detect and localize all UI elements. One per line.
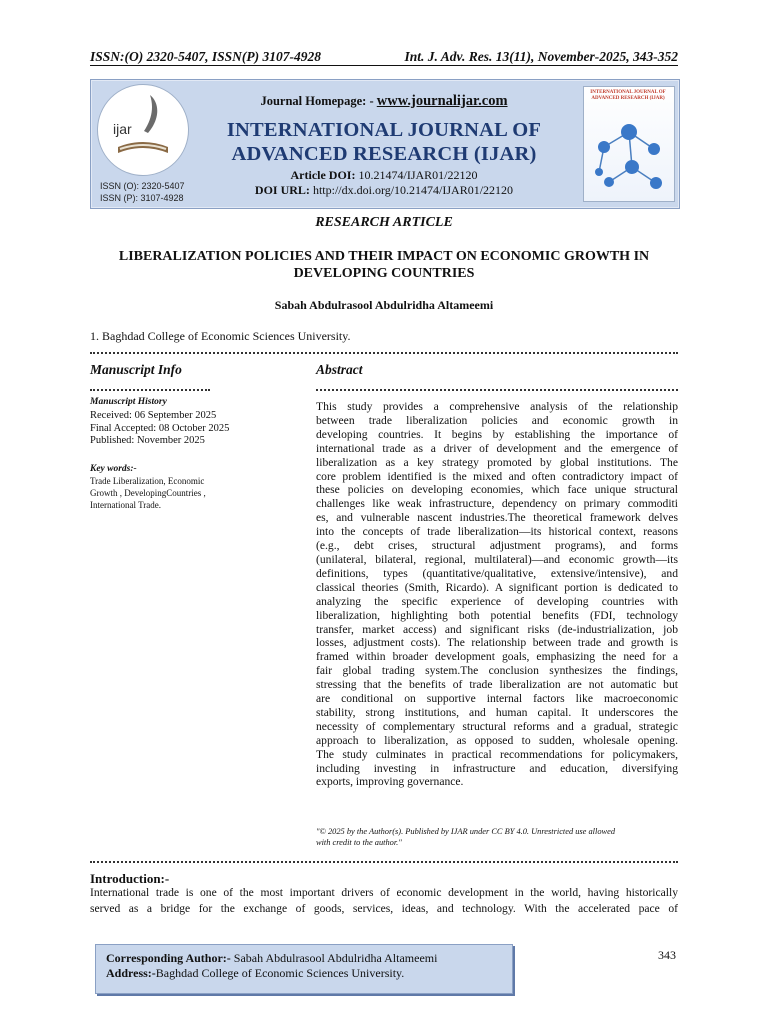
- banner-issn-print: ISSN (P): 3107-4928: [100, 193, 184, 203]
- homepage-label: Journal Homepage: -: [260, 94, 377, 108]
- corr-value: Sabah Abdulrasool Abdulridha Altameemi: [230, 951, 438, 965]
- abstract-line: analyzing the specific experience of developing countries with: [316, 594, 678, 608]
- journal-name-line1: INTERNATIONAL JOURNAL OF: [226, 119, 542, 141]
- abstract-line: approach to liberalization, as opposed to sudden, wholesale opening.: [316, 733, 678, 747]
- author-affiliation: 1. Baghdad College of Economic Sciences University.: [90, 329, 351, 343]
- license-line: "© 2025 by the Author(s). Published by IJAR under CC BY 4.0. Unrestricted use allowed: [316, 827, 616, 836]
- abstract-line: es, and vulnerable nascent industries.The theoretical framework delves: [316, 511, 678, 525]
- issn-text: ISSN:(O) 2320-5407, ISSN(P) 3107-4928: [90, 49, 322, 64]
- history-label: Manuscript History: [90, 397, 167, 407]
- abstract-line: fair global trading system.The conclusion synthesizes the findings,: [316, 664, 678, 678]
- addr-value: Baghdad College of Economic Sciences University.: [155, 966, 405, 980]
- logo-text: ijar: [113, 121, 132, 137]
- keywords-list: [90, 475, 206, 511]
- license-note: [316, 826, 678, 848]
- abstract-line: transfer, market access) and significant risks (de-industrialization, job: [316, 622, 678, 636]
- abstract-line: necessity of complementary structural reforms and a gradual, strategic: [316, 719, 678, 733]
- abstract-line: challenges like weak infrastructure, dependency on primary commoditi: [316, 497, 678, 511]
- journal-name: [190, 118, 578, 166]
- accepted-date: Final Accepted: 08 October 2025: [90, 422, 230, 434]
- abstract-line: liberalization as a key strategy promoted by global institutions. The: [316, 455, 678, 469]
- abstract-line: (e.g., debt crises, structural adjustment programs), and forms: [316, 539, 678, 553]
- journal-homepage: [190, 93, 578, 110]
- abstract-body: [316, 400, 678, 789]
- introduction-text: [90, 885, 678, 917]
- author-name: Sabah Abdulrasool Abdulridha Altameemi: [274, 298, 494, 312]
- abstract-line: developing countries. It begins by establishing the importance of: [316, 427, 678, 441]
- molecule-icon: [584, 87, 674, 201]
- addr-label: Address:-: [106, 966, 156, 980]
- abstract-line: between trade liberalization policies and economic growth in: [316, 413, 678, 427]
- paper-title-line2: DEVELOPING COUNTRIES: [293, 266, 475, 281]
- page-number: 343: [658, 948, 676, 962]
- abstract-line: losses, adjustment costs). The relationship between trade and growth is: [316, 636, 678, 650]
- abstract-line: This study provides a comprehensive analysis of the relationship: [316, 400, 678, 413]
- published-date: Published: November 2025: [90, 435, 205, 446]
- quill-book-icon: [98, 85, 188, 175]
- paper-title: [90, 248, 678, 282]
- abstract-line: core problem identified is the mixed and often contradictory impact of: [316, 469, 678, 483]
- abstract-line: into the concepts of trade liberalization—its historical context, reasons: [316, 525, 678, 539]
- abstract-line: definitions, types (quantitative/qualitative, extensive/intensive), and: [316, 566, 678, 580]
- abstract-line: stressing that the benefits of trade liberalization are not automatic but: [316, 678, 678, 692]
- homepage-link[interactable]: www.journalijar.com: [376, 93, 508, 109]
- abstract-line: The study culminates in practical recommendations for policymakers,: [316, 747, 678, 761]
- manuscript-info-heading: Manuscript Info: [90, 362, 182, 377]
- introduction-heading: Introduction:-: [90, 871, 170, 886]
- license-line: with credit to the author.": [316, 838, 402, 847]
- abstract-line: classical theories (Smith, Ricardo). A significant portion is dedicated to: [316, 580, 678, 594]
- doi-block: [190, 168, 578, 198]
- intro-line: International trade is one of the most important drivers of economic development in the world, having historically: [90, 886, 678, 899]
- corresponding-author-text: [106, 951, 437, 981]
- journal-logo: [97, 84, 189, 176]
- abstract-dots: [316, 389, 678, 392]
- abstract-line: liberalization, highlighting both potential benefits (FDI, technology: [316, 608, 678, 622]
- abstract-heading: Abstract: [316, 362, 363, 377]
- journal-name-line2: ADVANCED RESEARCH (IJAR): [231, 143, 537, 165]
- doi-label: Article DOI:: [290, 168, 356, 182]
- abstract-line: these policies on developing economies, which face unique structural: [316, 483, 678, 497]
- abstract-line: (unilateral, bilateral, regional, multilateral)—and economic growth—its: [316, 552, 678, 566]
- abstract-line: international trade as a driver of development and the emergence of: [316, 441, 678, 455]
- banner-issn-online: ISSN (O): 2320-5407: [100, 181, 185, 191]
- abstract-line: stability, strong institutions, and human capital. It underscores the: [316, 705, 678, 719]
- article-type: RESEARCH ARTICLE: [315, 215, 453, 230]
- doi-url-link[interactable]: http://dx.doi.org/10.21474/IJAR01/22120: [312, 183, 514, 197]
- running-header: [90, 45, 678, 66]
- doi-url-label: DOI URL:: [254, 183, 310, 197]
- received-date: Received: 06 September 2025: [90, 410, 217, 421]
- doi-value: 10.21474/IJAR01/22120: [358, 168, 478, 182]
- keywords-line: International Trade.: [90, 500, 161, 510]
- abstract-line: framed within broader development goals, emphasizing the need for a: [316, 650, 678, 664]
- banner-issn: [100, 180, 185, 204]
- cover-title: INTERNATIONAL JOURNAL OF ADVANCED RESEARCH (IJAR): [590, 90, 666, 101]
- citation-text: Int. J. Adv. Res. 13(11), November-2025, 343-352: [404, 49, 678, 64]
- divider: [90, 352, 678, 355]
- keywords-line: Trade Liberalization, Economic: [90, 476, 205, 486]
- abstract-line: including investing in infrastructure and education, diversifying: [316, 761, 678, 775]
- divider: [90, 861, 678, 864]
- abstract-line: are conditional on supportive internal factors like macroeconomic: [316, 692, 678, 706]
- history-dates: [90, 410, 229, 448]
- keywords-label: Key words:-: [90, 464, 137, 474]
- keywords-line: Growth , DevelopingCountries ,: [90, 488, 206, 498]
- paper-title-line1: LIBERALIZATION POLICIES AND THEIR IMPACT ON ECONOMIC GROWTH IN: [118, 249, 650, 264]
- intro-line: served as a bridge for the exchange of goods, services, ideas, and technology. With the accelerated pace of: [90, 902, 678, 915]
- corr-label: Corresponding Author:-: [106, 951, 231, 965]
- abstract-line: exports, improving governance.: [316, 775, 464, 789]
- journal-cover-image: [583, 86, 675, 202]
- manuscript-dots: [90, 389, 210, 392]
